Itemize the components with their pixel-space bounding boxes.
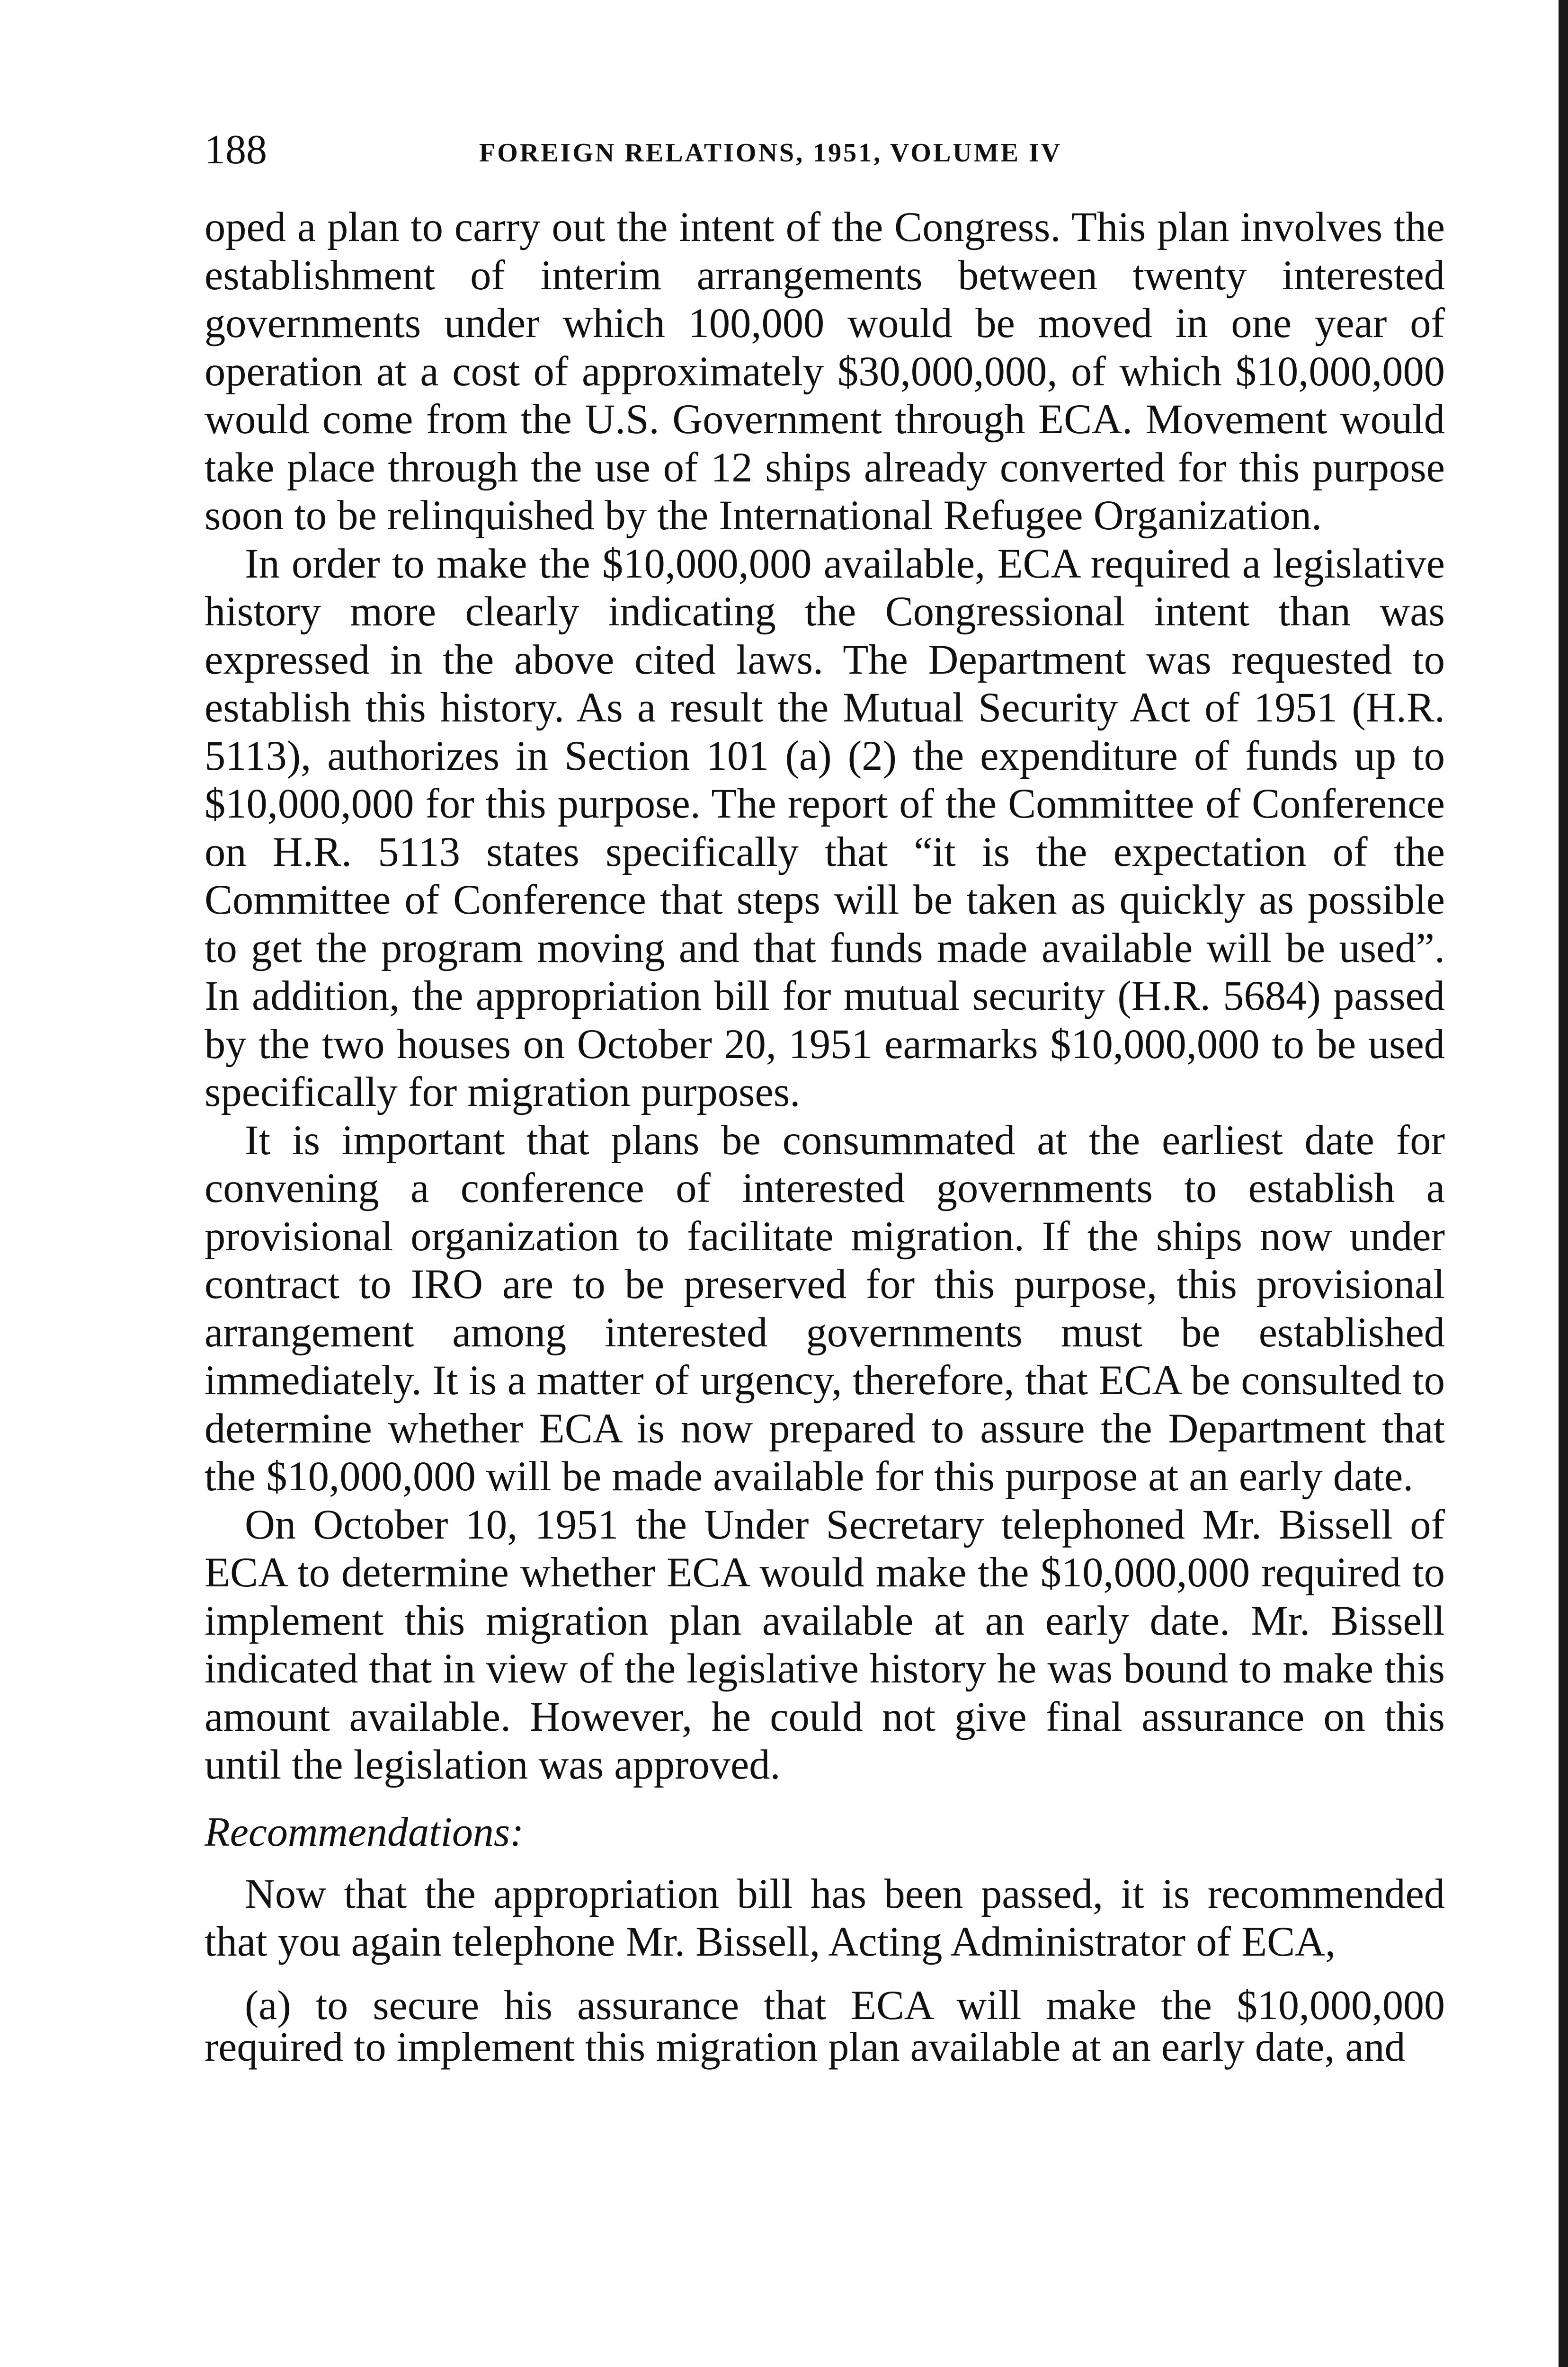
recommendations-heading: Recommendations: — [205, 1809, 524, 1855]
paragraph-legislative-history: In order to make the $10,000,000 available, ECA required a legislative history more clearly indicating the Congressional intent than was expressed in the above cited laws. The Department was requested to establish this history. As a result the Mutual Security Act of 1951 (H.R. 5113), authorizes in Section 101 (a) (2) the expenditure of funds up to $10,000,000 for this purpose. The report of the Committee of Conference on H.R. 5113 states specifically that “it is the expectation of the Committee of Conference that steps will be taken as quickly as possible to get the program moving and that funds made available will be used”. In addition, the appropriation bill for mutual security (H.R. 5684) passed by the two houses on October 20, 1951 earmarks $10,000,000 to be used specifically for migration purposes. — [205, 540, 1445, 1115]
page-header — [205, 124, 1435, 186]
body-text — [205, 204, 1445, 2068]
paragraph-continued: oped a plan to carry out the intent of the Congress. This plan involves the establishment of interim arrangements between twenty interested governments under which 100,000 would be moved in one year of operation at a cost of approximately $30,000,000, of which $10,000,000 would come from the U.S. Government through ECA. Movement would take place through the use of 12 ships already converted for this purpose soon to be relinquished by the International Refugee Organization. — [205, 204, 1445, 539]
paragraph-urgency: It is important that plans be consummated at the earliest date for convening a conference of interested governments to establish a provisional organization to facilitate migration. If the ships now under contract to IRO are to be preserved for this purpose, this provisional arrangement among interested governments must be established immediately. It is a matter of urgency, therefore, that ECA be consulted to determine whether ECA is now prepared to assure the Department that the $10,000,000 will be made available for this purpose at an early date. — [205, 1117, 1445, 1500]
recommendations-intro: Now that the appropriation bill has been passed, it is recommended that you again telephone Mr. Bissell, Acting Administrator of ECA, — [205, 1870, 1445, 1965]
running-head: FOREIGN RELATIONS, 1951, VOLUME IV — [479, 138, 1062, 168]
recommendation-item-a: (a) to secure his assurance that ECA will make the $10,000,000 required to implement this migration plan available at an early date, and — [205, 1982, 1445, 2070]
scan-edge — [1559, 0, 1568, 2367]
page-number: 188 — [205, 127, 267, 173]
paragraph-bissell-call: On October 10, 1951 the Under Secretary telephoned Mr. Bissell of ECA to determine whether ECA would make the $10,000,000 required to implement this migration plan available at an early date. Mr. Bissell indicated that in view of the legislative history he was bound to make this amount available. However, he could not give final assurance on this until the legislation was approved. — [205, 1501, 1445, 1788]
